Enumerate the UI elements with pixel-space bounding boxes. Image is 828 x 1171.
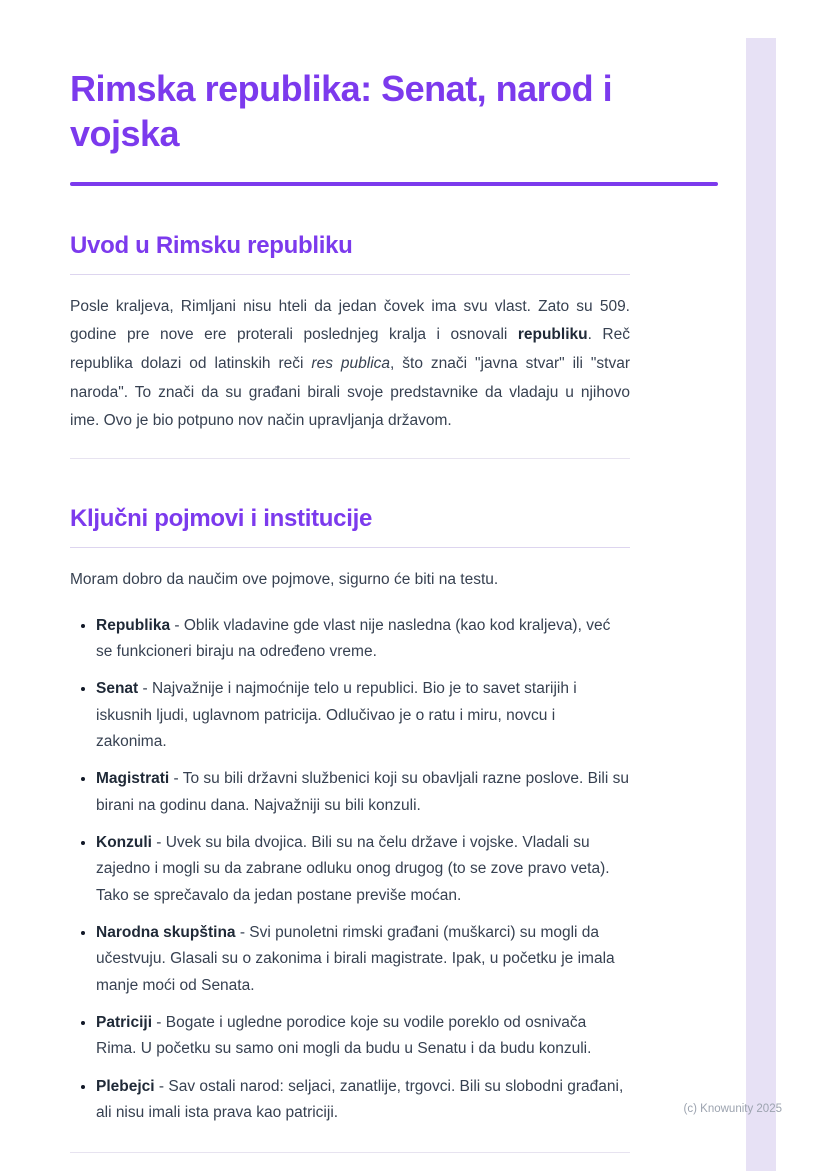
term-definition: - To su bili državni službenici koji su obavljali razne poslove. Bili su birani na godinu dana. Najvažniji su bili konzuli.	[96, 770, 629, 814]
section-uvod	[70, 232, 718, 436]
terms-list	[70, 613, 630, 1127]
term-list-item-konzuli	[96, 830, 630, 909]
term-definition: - Sav ostali narod: seljaci, zanatlije, trgovci. Bili su slobodni građani, ali nisu imali ista prava kao patriciji.	[96, 1077, 624, 1122]
term-name: Konzuli	[96, 834, 152, 852]
term-definition: - Najvažnije i najmoćnije telo u republici. Bio je to savet starijih i iskusnih ljudi, uglavnom patricija. Odlučivao je o ratu i miru, novcu i zakonima.	[96, 680, 577, 750]
section-heading-uvod: Uvod u Rimsku republiku	[70, 232, 630, 275]
term-name: Narodna skupština	[96, 924, 236, 942]
bottom-divider	[70, 1152, 630, 1153]
section-heading-pojmovi: Ključni pojmovi i institucije	[70, 505, 630, 548]
term-name: Senat	[96, 680, 139, 698]
document-title: Rimska republika: Senat, narod i vojska	[70, 68, 613, 154]
term-definition: - Uvek su bila dvojica. Bili su na čelu države i vojske. Vladali su zajedno i mogli su da zabrane odluku onog drugog (to se zove pravo veta). Tako se sprečavalo da jedan postane previše moćan.	[96, 834, 610, 904]
page-edge-decoration	[746, 38, 776, 1171]
term-list-item-narodna-skupstina	[96, 920, 630, 999]
term-name: Magistrati	[96, 770, 170, 788]
term-list-item-magistrati	[96, 766, 630, 819]
term-list-item-patriciji	[96, 1010, 630, 1063]
term-definition: - Bogate i ugledne porodice koje su vodile poreklo od osnivača Rima. U početku su samo oni mogli da budu u Senatu i da budu konzuli.	[96, 1014, 592, 1058]
term-name: Patriciji	[96, 1014, 152, 1032]
document-content	[70, 0, 718, 1153]
section-pojmovi	[70, 505, 718, 1126]
title-divider	[70, 182, 718, 186]
term-name: Republika	[96, 616, 171, 634]
term-definition: - Oblik vladavine gde vlast nije nasledna (kao kod kraljeva), već se funkcioneri biraju na određeno vreme.	[96, 616, 611, 660]
term-list-item-senat	[96, 676, 630, 755]
intro-paragraph-uvod: Posle kraljeva, Rimljani nisu hteli da jedan čovek ima svu vlast. Zato su 509. godine pre nove ere proterali poslednjeg kralja i osnovali republiku. Reč republika dolazi od latinskih reči res publica, što znači "javna stvar" ili "stvar naroda". To znači da su građani birali svoje predstavnike da vladaju u njihovo ime. Ovo je bio potpuno nov način upravljanja državom.	[70, 297, 630, 430]
copyright-footer: (c) Knowunity 2025	[683, 1103, 782, 1115]
section-divider	[70, 458, 630, 459]
intro-paragraph-pojmovi: Moram dobro da naučim ove pojmove, sigurno će biti na testu.	[70, 570, 499, 588]
term-definition: - Svi punoletni rimski građani (muškarci) su mogli da učestvuju. Glasali su o zakonima i birali magistrate. Ipak, u početku je imala manje moći od Senata.	[96, 924, 615, 994]
term-name: Plebejci	[96, 1077, 155, 1095]
term-list-item-republika	[96, 613, 630, 666]
term-list-item-plebejci	[96, 1074, 630, 1127]
